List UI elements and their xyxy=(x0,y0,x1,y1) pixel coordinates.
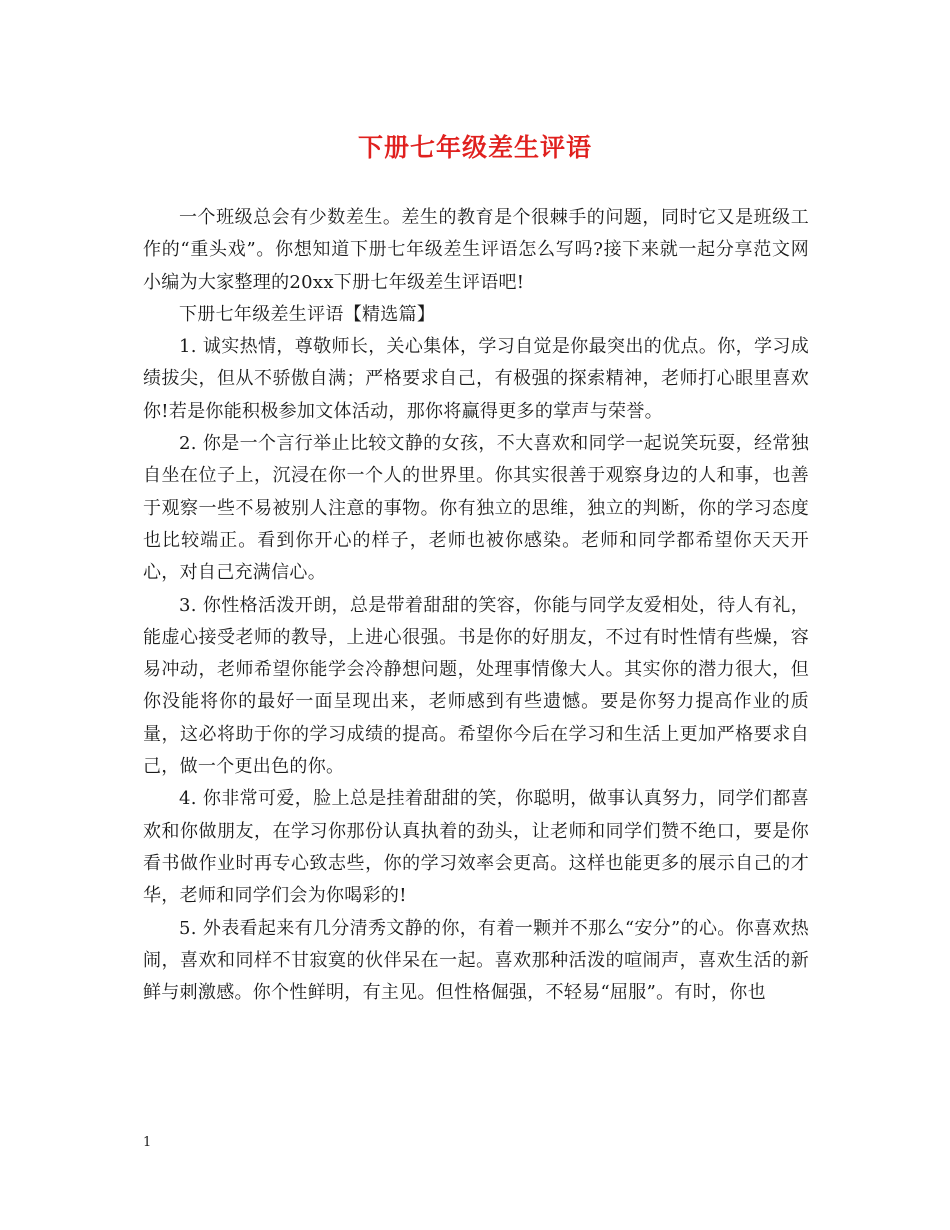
comment-paragraph-5: 5. 外表看起来有几分清秀文静的你，有着一颗并不那么“安分”的心。你喜欢热闹，喜欢和同样不甘寂寞的伙伴呆在一起。喜欢那种活泼的喧闹声，喜欢生活的新鲜与刺激感。你个性鲜明，有主见。但性格倔强，不轻易“屈服”。有时，你也 xyxy=(143,917,809,1004)
section-heading: 下册七年级差生评语【精选篇】 xyxy=(179,303,436,325)
page-number: 1 xyxy=(143,1135,152,1150)
comment-paragraph-1: 1. 诚实热情，尊敬师长，关心集体，学习自觉是你最突出的优点。你，学习成绩拔尖，但从不骄傲自满；严格要求自己，有极强的探索精神，老师打心眼里喜欢你!若是你能积极参加文体活动，那你将赢得更多的掌声与荣誉。 xyxy=(143,336,809,422)
comment-paragraph-3: 3. 你性格活泼开朗，总是带着甜甜的笑容，你能与同学友爱相处，待人有礼，能虚心接受老师的教导，上进心很强。书是你的好朋友，不过有时性情有些燥，容易冲动，老师希望你能学会冷静想问题，处理事情像大人。其实你的潜力很大，但你没能将你的最好一面呈现出来，老师感到有些遗憾。要是你努力提高作业的质量，这必将助于你的学习成绩的提高。希望你今后在学习和生活上更加严格要求自己，做一个更出色的你。 xyxy=(143,594,809,778)
comment-paragraph-2: 2. 你是一个言行举止比较文静的女孩，不大喜欢和同学一起说笑玩耍，经常独自坐在位子上，沉浸在你一个人的世界里。你其实很善于观察身边的人和事，也善于观察一些不易被别人注意的事物。你有独立的思维，独立的判断，你的学习态度也比较端正。看到你开心的样子，老师也被你感染。老师和同学都希望你天天开心，对自己充满信心。 xyxy=(143,433,809,584)
comment-paragraph-4: 4. 你非常可爱，脸上总是挂着甜甜的笑，你聪明，做事认真努力，同学们都喜欢和你做朋友，在学习你那份认真执着的劲头，让老师和同学们赞不绝口，要是你看书做作业时再专心致志些，你的学习效率会更高。这样也能更多的展示自己的才华，老师和同学们会为你喝彩的! xyxy=(143,788,809,907)
intro-paragraph: 一个班级总会有少数差生。差生的教育是个很棘手的问题，同时它又是班级工作的“重头戏”。你想知道下册七年级差生评语怎么写吗?接下来就一起分享范文网小编为大家整理的20xx下册七年级差生评语吧! xyxy=(143,207,809,293)
document-body xyxy=(143,202,809,1009)
document-title: 下册七年级差生评语 xyxy=(357,133,592,162)
